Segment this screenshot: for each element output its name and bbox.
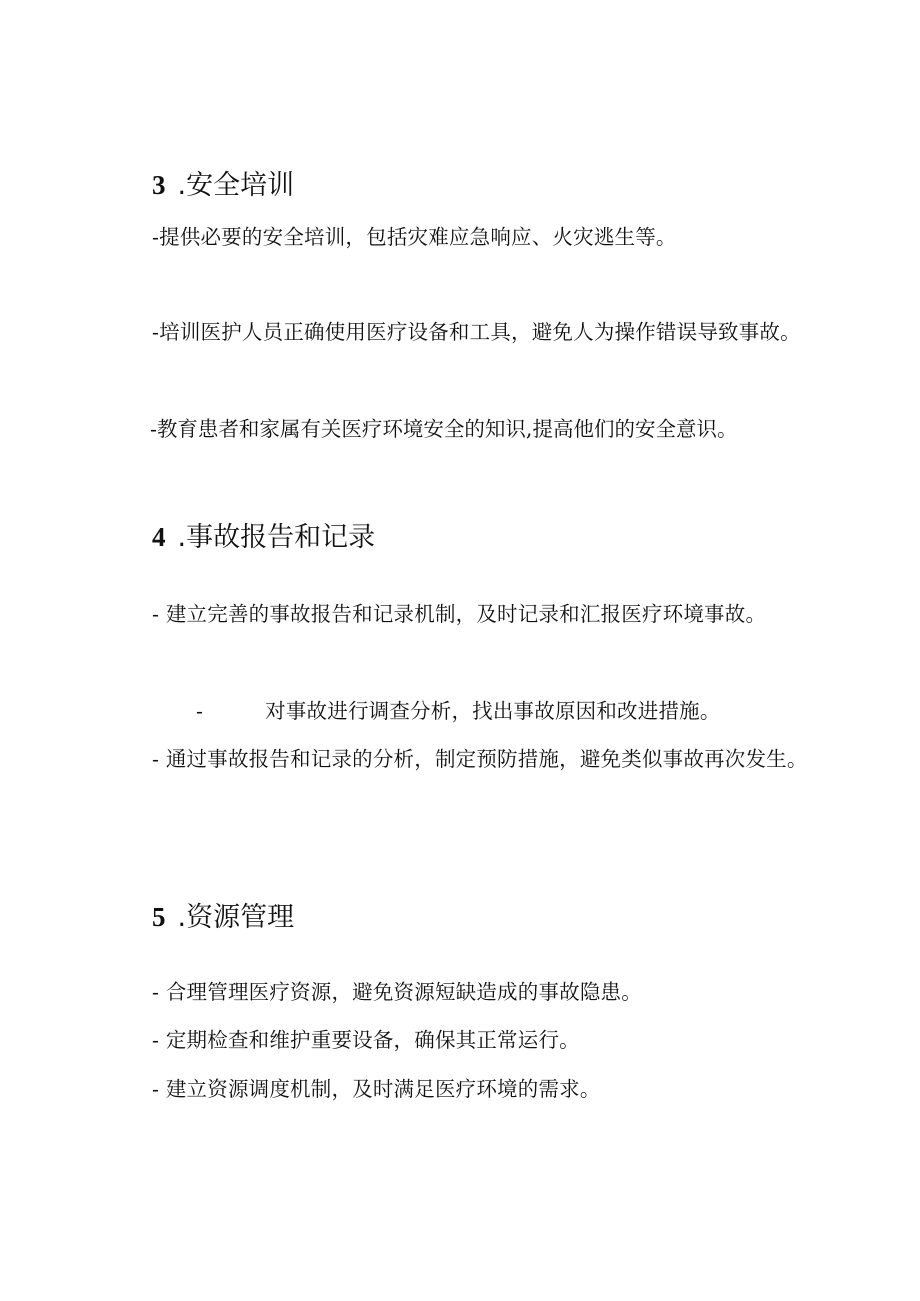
section-5-item-2: - 定期检查和维护重要设备，确保其正常运行。 [152,1028,580,1052]
section-5-item-3: - 建立资源调度机制，及时满足医疗环境的需求。 [152,1077,601,1101]
section-3-title: .安全培训 [177,170,295,201]
section-3-item-3: -教育患者和家属有关医疗环境安全的知识,提高他们的安全意识。 [150,417,738,441]
section-4-number: 4 [152,522,166,552]
section-4-item-1: - 建立完善的事故报告和记录机制，及时记录和汇报医疗环境事故。 [152,602,767,626]
section-4-item-3: - 通过事故报告和记录的分析，制定预防措施，避免类似事故再次发生。 [152,747,808,771]
section-3-item-1: -提供必要的安全培训，包括灾难应急响应、火灾逃生等。 [152,225,677,249]
section-3-number: 3 [152,170,166,200]
section-4-heading [152,520,375,555]
section-4-item-2-dash: - [196,699,204,723]
section-4-item-2 [108,692,808,731]
section-4-item-2-text: 对事故进行调查分析，找出事故原因和改进措施。 [265,699,721,723]
section-3-heading [152,168,294,203]
section-5-title: .资源管理 [177,902,295,933]
section-5-number: 5 [152,902,166,932]
section-5-item-1: - 合理管理医疗资源，避免资源短缺造成的事故隐患。 [152,980,642,1004]
section-4-title: .事故报告和记录 [177,522,376,553]
section-3-item-2: -培训医护人员正确使用医疗设备和工具，避免人为操作错误导致事故。 [152,320,801,344]
section-5-heading [152,900,294,935]
